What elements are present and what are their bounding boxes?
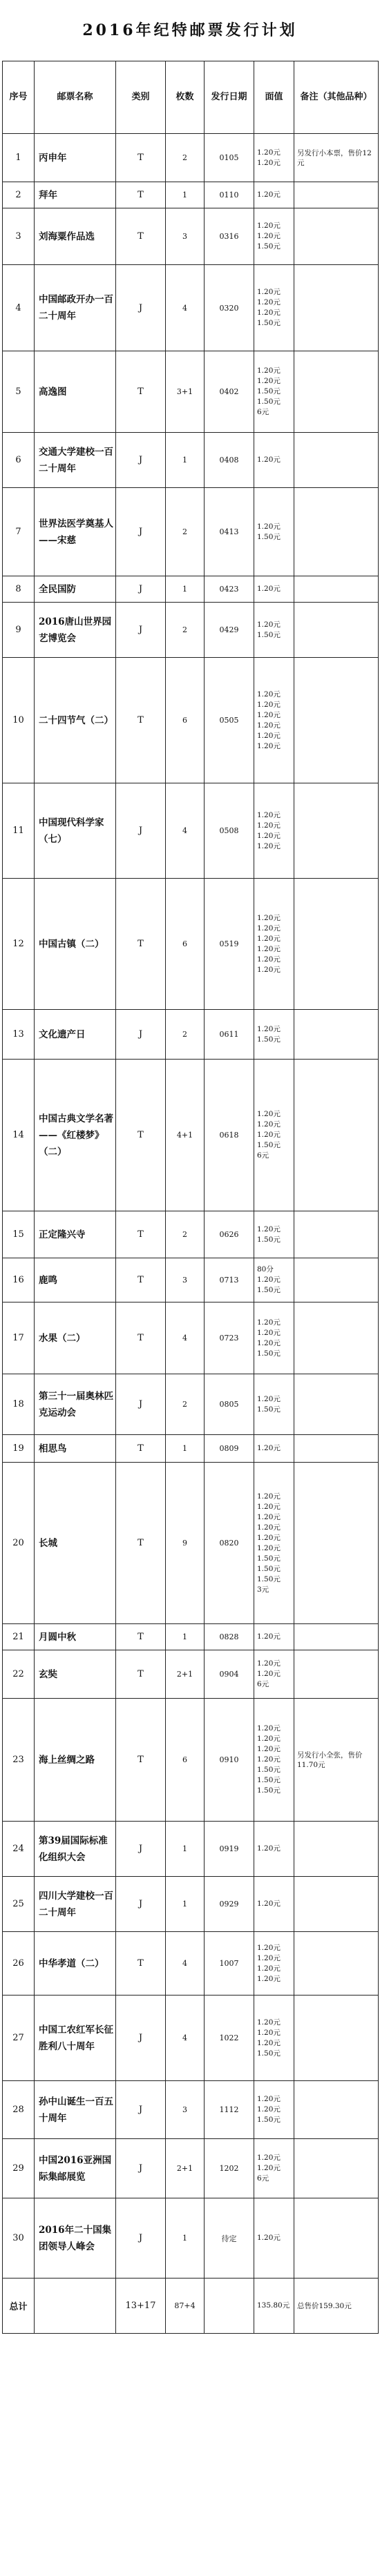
row-number: 26 bbox=[3, 1932, 35, 1996]
face-value: 1.20元 1.20元 1.20元 1.50元 bbox=[254, 1302, 294, 1374]
issue-date: 待定 bbox=[205, 2198, 254, 2279]
stamp-count: 1 bbox=[166, 1624, 205, 1650]
remark bbox=[294, 576, 379, 603]
row-number: 10 bbox=[3, 658, 35, 783]
issue-date: 0713 bbox=[205, 1258, 254, 1302]
stamp-name: 中国邮政开办一百二十周年 bbox=[35, 265, 116, 351]
issue-date: 0408 bbox=[205, 433, 254, 488]
issue-date: 1007 bbox=[205, 1932, 254, 1996]
remark bbox=[294, 1932, 379, 1996]
row-number: 16 bbox=[3, 1258, 35, 1302]
face-value: 1.20元 bbox=[254, 1822, 294, 1877]
face-value: 1.20元 1.20元 bbox=[254, 134, 294, 182]
table-row bbox=[3, 2198, 379, 2279]
issue-date: 0919 bbox=[205, 1822, 254, 1877]
remark bbox=[294, 658, 379, 783]
header-note: 备注（其他品种） bbox=[294, 61, 379, 134]
remark bbox=[294, 1650, 379, 1699]
row-number: 5 bbox=[3, 351, 35, 433]
total-count: 87+4 bbox=[166, 2279, 205, 2334]
row-number: 24 bbox=[3, 1822, 35, 1877]
stamp-name: 月圆中秋 bbox=[35, 1624, 116, 1650]
row-number: 19 bbox=[3, 1435, 35, 1463]
row-number: 8 bbox=[3, 576, 35, 603]
stamp-count: 3 bbox=[166, 2081, 205, 2139]
stamp-count: 3+1 bbox=[166, 351, 205, 433]
stamp-count: 6 bbox=[166, 879, 205, 1010]
issue-date: 0423 bbox=[205, 576, 254, 603]
stamp-type: T bbox=[116, 1624, 166, 1650]
table-row bbox=[3, 488, 379, 576]
table-row bbox=[3, 1463, 379, 1624]
row-number: 25 bbox=[3, 1877, 35, 1932]
table-row bbox=[3, 433, 379, 488]
stamp-name: 文化遗产日 bbox=[35, 1010, 116, 1060]
issue-date: 0110 bbox=[205, 182, 254, 208]
stamp-type: T bbox=[116, 1060, 166, 1211]
remark bbox=[294, 1010, 379, 1060]
stamp-name: 第三十一届奥林匹克运动会 bbox=[35, 1374, 116, 1435]
face-value: 1.20元 1.50元 bbox=[254, 1374, 294, 1435]
table-row bbox=[3, 182, 379, 208]
issue-date: 0105 bbox=[205, 134, 254, 182]
stamp-count: 2+1 bbox=[166, 1650, 205, 1699]
table-row bbox=[3, 208, 379, 265]
header-type: 类别 bbox=[116, 61, 166, 134]
row-number: 6 bbox=[3, 433, 35, 488]
stamp-name: 交通大学建校一百二十周年 bbox=[35, 433, 116, 488]
table-row bbox=[3, 1996, 379, 2081]
page-title: 2016年纪特邮票发行计划 bbox=[82, 21, 298, 39]
stamp-name: 中国现代科学家（七） bbox=[35, 783, 116, 879]
stamp-type: J bbox=[116, 1822, 166, 1877]
stamp-name: 拜年 bbox=[35, 182, 116, 208]
stamp-type: T bbox=[116, 1302, 166, 1374]
issue-date: 0626 bbox=[205, 1211, 254, 1258]
face-value: 1.20元 1.50元 bbox=[254, 488, 294, 576]
issue-date: 1202 bbox=[205, 2139, 254, 2198]
row-number: 7 bbox=[3, 488, 35, 576]
issue-date: 0820 bbox=[205, 1463, 254, 1624]
face-value: 1.20元 bbox=[254, 1877, 294, 1932]
header-date: 发行日期 bbox=[205, 61, 254, 134]
stamp-name: 2016唐山世界园艺博览会 bbox=[35, 603, 116, 658]
issue-date: 0611 bbox=[205, 1010, 254, 1060]
row-number: 27 bbox=[3, 1996, 35, 2081]
table-row bbox=[3, 2139, 379, 2198]
stamp-type: J bbox=[116, 433, 166, 488]
stamp-name: 中国古镇（二） bbox=[35, 879, 116, 1010]
stamp-type: J bbox=[116, 1010, 166, 1060]
remark bbox=[294, 1877, 379, 1932]
total-type: 13+17 bbox=[116, 2279, 166, 2334]
remark bbox=[294, 1302, 379, 1374]
face-value: 1.20元 1.50元 bbox=[254, 1211, 294, 1258]
issue-date: 0805 bbox=[205, 1374, 254, 1435]
stamp-type: T bbox=[116, 658, 166, 783]
table-row bbox=[3, 265, 379, 351]
table-row bbox=[3, 783, 379, 879]
stamp-name: 二十四节气（二） bbox=[35, 658, 116, 783]
remark bbox=[294, 351, 379, 433]
stamp-count: 2 bbox=[166, 1010, 205, 1060]
row-number: 13 bbox=[3, 1010, 35, 1060]
face-value: 1.20元 bbox=[254, 576, 294, 603]
table-row bbox=[3, 1010, 379, 1060]
face-value: 1.20元 bbox=[254, 2198, 294, 2279]
face-value: 1.20元 1.20元 1.20元 1.20元 1.20元 1.20元 bbox=[254, 879, 294, 1010]
issue-date: 0320 bbox=[205, 265, 254, 351]
table-row bbox=[3, 1822, 379, 1877]
face-value: 1.20元 1.20元 1.50元 1.50元 6元 bbox=[254, 351, 294, 433]
row-number: 17 bbox=[3, 1302, 35, 1374]
stamp-count: 2 bbox=[166, 134, 205, 182]
issue-date: 0910 bbox=[205, 1699, 254, 1822]
issue-date: 0519 bbox=[205, 879, 254, 1010]
stamp-type: T bbox=[116, 1650, 166, 1699]
remark bbox=[294, 603, 379, 658]
stamp-name: 中国2016亚洲国际集邮展览 bbox=[35, 2139, 116, 2198]
face-value: 1.20元 bbox=[254, 182, 294, 208]
stamp-type: J bbox=[116, 2198, 166, 2279]
row-number: 12 bbox=[3, 879, 35, 1010]
stamp-type: T bbox=[116, 1258, 166, 1302]
stamp-name: 水果（二） bbox=[35, 1302, 116, 1374]
stamp-name: 海上丝绸之路 bbox=[35, 1699, 116, 1822]
table-row bbox=[3, 1650, 379, 1699]
row-number: 30 bbox=[3, 2198, 35, 2279]
face-value: 1.20元 1.20元 1.20元 1.20元 bbox=[254, 1932, 294, 1996]
row-number: 28 bbox=[3, 2081, 35, 2139]
stamp-name: 2016年二十国集团领导人峰会 bbox=[35, 2198, 116, 2279]
stamp-type: T bbox=[116, 1435, 166, 1463]
stamp-count: 2+1 bbox=[166, 2139, 205, 2198]
remark bbox=[294, 488, 379, 576]
face-value: 1.20元 bbox=[254, 433, 294, 488]
issue-date: 0723 bbox=[205, 1302, 254, 1374]
remark bbox=[294, 1258, 379, 1302]
header-count: 枚数 bbox=[166, 61, 205, 134]
stamp-type: J bbox=[116, 603, 166, 658]
stamp-type: T bbox=[116, 134, 166, 182]
remark bbox=[294, 2198, 379, 2279]
stamp-count: 1 bbox=[166, 1877, 205, 1932]
stamp-name: 中国古典文学名著——《红楼梦》（二） bbox=[35, 1060, 116, 1211]
row-number: 20 bbox=[3, 1463, 35, 1624]
table-row bbox=[3, 879, 379, 1010]
stamp-type: T bbox=[116, 351, 166, 433]
stamp-name: 孙中山诞生一百五十周年 bbox=[35, 2081, 116, 2139]
row-number: 29 bbox=[3, 2139, 35, 2198]
table-row bbox=[3, 603, 379, 658]
stamp-name: 世界法医学奠基人——宋慈 bbox=[35, 488, 116, 576]
total-note: 总售价159.30元 bbox=[294, 2279, 379, 2334]
stamp-name: 长城 bbox=[35, 1463, 116, 1624]
stamp-name: 中国工农红军长征胜利八十周年 bbox=[35, 1996, 116, 2081]
issue-date: 0316 bbox=[205, 208, 254, 265]
face-value: 80分 1.20元 1.50元 bbox=[254, 1258, 294, 1302]
stamp-name: 鹿鸣 bbox=[35, 1258, 116, 1302]
stamp-name: 正定隆兴寺 bbox=[35, 1211, 116, 1258]
remark bbox=[294, 1211, 379, 1258]
stamp-type: T bbox=[116, 208, 166, 265]
table-row bbox=[3, 1374, 379, 1435]
remark bbox=[294, 208, 379, 265]
stamp-count: 1 bbox=[166, 576, 205, 603]
remark bbox=[294, 783, 379, 879]
stamp-count: 4 bbox=[166, 1302, 205, 1374]
issue-date: 1112 bbox=[205, 2081, 254, 2139]
face-value: 1.20元 1.20元 1.20元 1.50元 bbox=[254, 265, 294, 351]
stamp-type: T bbox=[116, 1932, 166, 1996]
table-row bbox=[3, 1060, 379, 1211]
face-value: 1.20元 1.20元 1.20元 1.20元 1.50元 1.50元 1.50元 bbox=[254, 1699, 294, 1822]
face-value: 1.20元 1.20元 1.20元 1.50元 bbox=[254, 1996, 294, 2081]
table-row bbox=[3, 1877, 379, 1932]
row-number: 2 bbox=[3, 182, 35, 208]
stamp-type: T bbox=[116, 879, 166, 1010]
face-value: 1.20元 1.50元 bbox=[254, 603, 294, 658]
face-value: 1.20元 1.20元 6元 bbox=[254, 1650, 294, 1699]
issue-date: 0505 bbox=[205, 658, 254, 783]
remark bbox=[294, 265, 379, 351]
remark bbox=[294, 1374, 379, 1435]
remark bbox=[294, 182, 379, 208]
issue-date: 0828 bbox=[205, 1624, 254, 1650]
stamp-type: T bbox=[116, 1211, 166, 1258]
header-face: 面值 bbox=[254, 61, 294, 134]
stamp-type: J bbox=[116, 2139, 166, 2198]
face-value: 1.20元 bbox=[254, 1624, 294, 1650]
header-name: 邮票名称 bbox=[35, 61, 116, 134]
table-row bbox=[3, 1624, 379, 1650]
remark bbox=[294, 1624, 379, 1650]
stamp-count: 6 bbox=[166, 658, 205, 783]
stamp-count: 4 bbox=[166, 783, 205, 879]
face-value: 1.20元 1.20元 1.20元 1.20元 1.20元 1.20元 bbox=[254, 658, 294, 783]
total-face: 135.80元 bbox=[254, 2279, 294, 2334]
remark: 另发行小本票，售价12元 bbox=[294, 134, 379, 182]
stamp-count: 1 bbox=[166, 2198, 205, 2279]
header-row bbox=[3, 61, 379, 134]
issue-date: 1022 bbox=[205, 1996, 254, 2081]
stamp-type: T bbox=[116, 1463, 166, 1624]
table-row bbox=[3, 1932, 379, 1996]
row-number: 15 bbox=[3, 1211, 35, 1258]
stamp-count: 1 bbox=[166, 182, 205, 208]
stamp-count: 3 bbox=[166, 208, 205, 265]
stamp-count: 2 bbox=[166, 603, 205, 658]
stamp-name: 丙申年 bbox=[35, 134, 116, 182]
stamp-type: T bbox=[116, 182, 166, 208]
table-row bbox=[3, 351, 379, 433]
table-row bbox=[3, 1211, 379, 1258]
stamp-name: 玄奘 bbox=[35, 1650, 116, 1699]
row-number: 18 bbox=[3, 1374, 35, 1435]
remark bbox=[294, 1435, 379, 1463]
issue-date: 0508 bbox=[205, 783, 254, 879]
remark bbox=[294, 1996, 379, 2081]
stamp-name: 第39届国际标准化组织大会 bbox=[35, 1822, 116, 1877]
face-value: 1.20元 1.20元 1.50元 bbox=[254, 208, 294, 265]
stamp-count: 9 bbox=[166, 1463, 205, 1624]
issue-date: 0413 bbox=[205, 488, 254, 576]
stamp-name: 中华孝道（二） bbox=[35, 1932, 116, 1996]
row-number: 11 bbox=[3, 783, 35, 879]
stamp-count: 1 bbox=[166, 1822, 205, 1877]
stamp-name: 高逸图 bbox=[35, 351, 116, 433]
total-date bbox=[205, 2279, 254, 2334]
table-row bbox=[3, 1258, 379, 1302]
stamp-count: 2 bbox=[166, 1374, 205, 1435]
stamp-type: T bbox=[116, 1699, 166, 1822]
remark bbox=[294, 1822, 379, 1877]
total-name bbox=[35, 2279, 116, 2334]
face-value: 1.20元 bbox=[254, 1435, 294, 1463]
stamp-name: 相思鸟 bbox=[35, 1435, 116, 1463]
remark bbox=[294, 433, 379, 488]
stamp-count: 2 bbox=[166, 488, 205, 576]
stamp-name: 刘海粟作品选 bbox=[35, 208, 116, 265]
remark bbox=[294, 1463, 379, 1624]
stamp-count: 4+1 bbox=[166, 1060, 205, 1211]
face-value: 1.20元 1.20元 6元 bbox=[254, 2139, 294, 2198]
row-number: 3 bbox=[3, 208, 35, 265]
issue-date: 0402 bbox=[205, 351, 254, 433]
stamp-type: J bbox=[116, 783, 166, 879]
remark bbox=[294, 879, 379, 1010]
stamp-issue-table bbox=[2, 61, 379, 2334]
stamp-type: J bbox=[116, 576, 166, 603]
row-number: 23 bbox=[3, 1699, 35, 1822]
table-row bbox=[3, 576, 379, 603]
issue-date: 0809 bbox=[205, 1435, 254, 1463]
row-number: 22 bbox=[3, 1650, 35, 1699]
table-row bbox=[3, 1435, 379, 1463]
face-value: 1.20元 1.20元 1.20元 1.20元 bbox=[254, 783, 294, 879]
stamp-count: 4 bbox=[166, 1996, 205, 2081]
face-value: 1.20元 1.20元 1.50元 bbox=[254, 2081, 294, 2139]
stamp-type: J bbox=[116, 1877, 166, 1932]
table-row bbox=[3, 1302, 379, 1374]
total-label: 总计 bbox=[3, 2279, 35, 2334]
remark bbox=[294, 2139, 379, 2198]
stamp-type: J bbox=[116, 488, 166, 576]
stamp-type: J bbox=[116, 1374, 166, 1435]
face-value: 1.20元 1.20元 1.20元 1.20元 1.20元 1.20元 1.50元 1.50元 1.50元 3元 bbox=[254, 1463, 294, 1624]
table-row bbox=[3, 134, 379, 182]
stamp-count: 4 bbox=[166, 265, 205, 351]
row-number: 14 bbox=[3, 1060, 35, 1211]
row-number: 21 bbox=[3, 1624, 35, 1650]
table-row bbox=[3, 658, 379, 783]
issue-date: 0904 bbox=[205, 1650, 254, 1699]
stamp-count: 3 bbox=[166, 1258, 205, 1302]
remark bbox=[294, 1060, 379, 1211]
issue-date: 0429 bbox=[205, 603, 254, 658]
stamp-type: J bbox=[116, 2081, 166, 2139]
stamp-count: 1 bbox=[166, 433, 205, 488]
stamp-type: J bbox=[116, 265, 166, 351]
row-number: 9 bbox=[3, 603, 35, 658]
header-no: 序号 bbox=[3, 61, 35, 134]
stamp-count: 2 bbox=[166, 1211, 205, 1258]
stamp-name: 全民国防 bbox=[35, 576, 116, 603]
remark: 另发行小全张，售价11.70元 bbox=[294, 1699, 379, 1822]
stamp-type: J bbox=[116, 1996, 166, 2081]
issue-date: 0929 bbox=[205, 1877, 254, 1932]
face-value: 1.20元 1.50元 bbox=[254, 1010, 294, 1060]
remark bbox=[294, 2081, 379, 2139]
stamp-count: 6 bbox=[166, 1699, 205, 1822]
stamp-count: 1 bbox=[166, 1435, 205, 1463]
table-row bbox=[3, 1699, 379, 1822]
row-number: 4 bbox=[3, 265, 35, 351]
row-number: 1 bbox=[3, 134, 35, 182]
total-row bbox=[3, 2279, 379, 2334]
stamp-name: 四川大学建校一百二十周年 bbox=[35, 1877, 116, 1932]
face-value: 1.20元 1.20元 1.20元 1.50元 6元 bbox=[254, 1060, 294, 1211]
issue-date: 0618 bbox=[205, 1060, 254, 1211]
table-row bbox=[3, 2081, 379, 2139]
stamp-count: 4 bbox=[166, 1932, 205, 1996]
